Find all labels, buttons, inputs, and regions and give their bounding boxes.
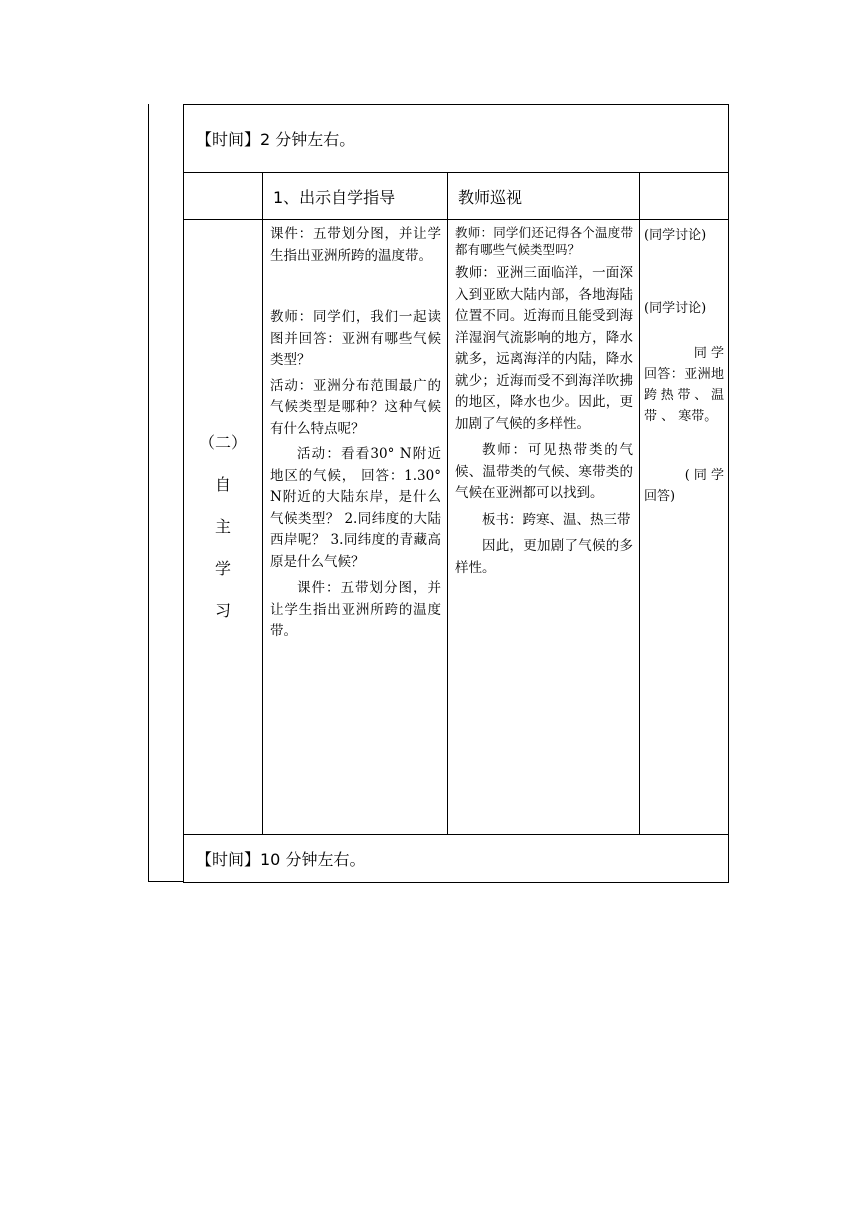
- note: 同 学: [693, 346, 725, 361]
- outer-border-left: [148, 104, 149, 882]
- phase-char: 主: [214, 517, 231, 536]
- note: (同学讨论): [644, 228, 707, 243]
- content-row: [184, 220, 729, 835]
- paragraph: 教师：亚洲三面临洋，一面深入到亚欧大陆内部，各地海陆位置不同。近海而且能受到海洋湿润气流影响的地方，降水就多，远离海洋的内陆，降水就少；近海而受不到海洋吹拂的地区，降水也少。因此，更加剧了气候的多样性。: [455, 265, 633, 432]
- note: ( 同 学: [684, 468, 725, 483]
- bottom-time: 【时间】10 分钟左右。: [184, 835, 729, 883]
- paragraph: 教师：同学们，我们一起读图并回答：亚洲有哪些气候类型？: [270, 309, 441, 368]
- header-row: [184, 173, 729, 220]
- student-activity-cell: [263, 220, 448, 835]
- step-title: 1、出示自学指导: [263, 173, 448, 220]
- header-empty-cell: [184, 173, 263, 220]
- paragraph: 活动：看看30° N附近地区的气候， 回答：1.30° N附近的大陆东岸，是什么气候类型？ 2.同纬度的大陆西岸呢？ 3.同纬度的青藏高原是什么气候？: [270, 446, 441, 570]
- phase-label: [184, 220, 263, 835]
- phase-char: 习: [214, 601, 231, 620]
- paragraph: 教师：同学们还记得各个温度带都有哪些气候类型吗？: [455, 225, 633, 257]
- note: (同学讨论): [644, 301, 707, 316]
- paragraph: 课件：五带划分图，并让学生指出亚洲所跨的温度带。: [270, 580, 441, 639]
- paragraph: 教师：可见热带类的气候、温带类的气候、寒带类的气候在亚洲都可以找到。: [455, 442, 633, 501]
- note: 回答：亚洲地跨热带、温 带 、 寒带。: [644, 367, 725, 424]
- top-time-row: [184, 105, 729, 173]
- phase-char: 学: [214, 559, 231, 578]
- outer-border-bottom: [148, 881, 184, 882]
- phase-char: 自: [214, 475, 231, 494]
- top-time: 【时间】2 分钟左右。: [184, 105, 729, 173]
- paragraph: 板书：跨寒、温、热三带: [482, 511, 631, 528]
- bottom-time-row: [184, 835, 729, 883]
- lesson-table: [183, 104, 729, 883]
- student-response-cell: [640, 220, 729, 835]
- paragraph: 课件：五带划分图，并让学生指出亚洲所跨的温度带。: [270, 226, 441, 264]
- header-empty-cell-right: [640, 173, 729, 220]
- paragraph: 活动：亚洲分布范围最广的气候类型是哪种？这种气候有什么特点呢？: [270, 377, 441, 437]
- paragraph: 因此，更加剧了气候的多样性。: [455, 538, 633, 576]
- teacher-guidance-cell: [448, 220, 640, 835]
- note: 回答): [644, 489, 676, 504]
- phase-number: （二）: [198, 433, 247, 452]
- teacher-activity-title: 教师巡视: [448, 173, 640, 220]
